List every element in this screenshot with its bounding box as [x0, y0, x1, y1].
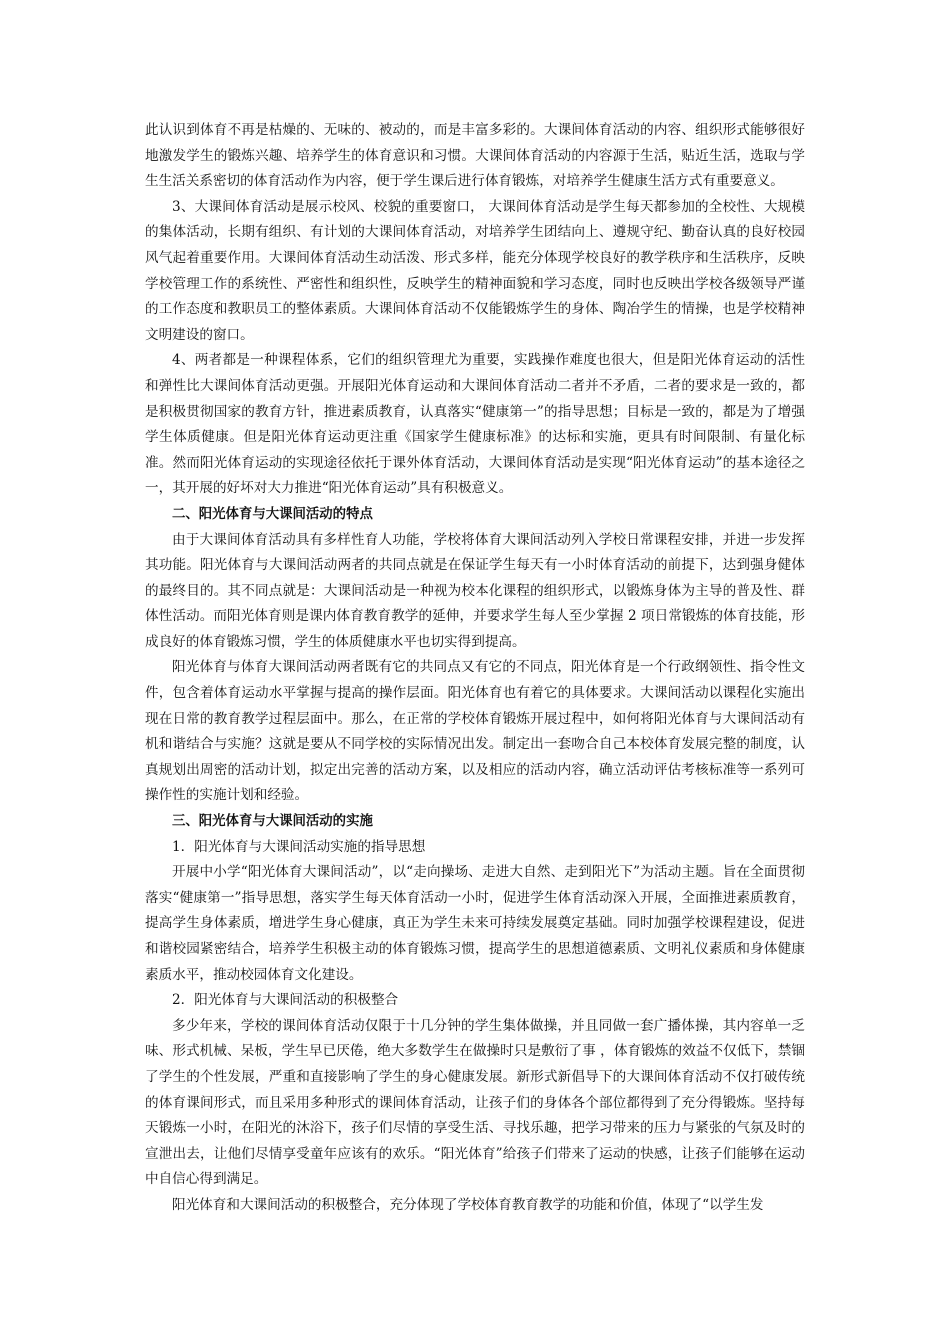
- body-paragraph: 此认识到体育不再是枯燥的、无味的、被动的，而是丰富多彩的。大课间体育活动的内容、组织形式能够很好地激发学生的锻炼兴趣、培养学生的体育意识和习惯。大课间体育活动的内容源于生活，贴近生活，选取与学生生活关系密切的体育活动作为内容，便于学生课后进行体育锻炼，对培养学生健康生活方式有重要意义。: [145, 122, 805, 190]
- body-paragraph: 4、两者都是一种课程体系，它们的组织管理尤为重要，实践操作难度也很大，但是阳光体育运动的活性和弹性比大课间体育活动更强。开展阳光体育运动和大课间体育活动二者并不矛盾，二者的要求是一致的，都是积极贯彻国家的教育方针，推进素质教育，认真落实“健康第一”的指导思想；目标是一致的，都是为了增强学生体质健康。但是阳光体育运动更注重《国家学生健康标准》的达标和实施，更具有时间限制、有量化标准。然而阳光体育运动的实现途径依托于课外体育活动，大课间体育活动是实现“阳光体育运动”的基本途径之一，其开展的好坏对大力推进“阳光体育运动”具有积极意义。: [145, 352, 805, 497]
- body-paragraph: 阳光体育和大课间活动的积极整合，充分体现了学校体育教育教学的功能和价值，体现了“以学生发: [172, 1196, 764, 1213]
- subsection-heading: 1．阳光体育与大课间活动实施的指导思想: [172, 838, 426, 855]
- body-paragraph: 阳光体育与体育大课间活动两者既有它的共同点又有它的不同点，阳光体育是一个行政纲领性、指令性文件，包含着体育运动水平掌握与提高的操作层面。阳光体育也有着它的具体要求。大课间活动以课程化实施出现在日常的教育教学过程层面中。那么，在正常的学校体育锻炼开展过程中，如何将阳光体育与大课间活动有机和谐结合与实施？这就是要从不同学校的实际情况出发。制定出一套吻合自己本校体育发展完整的制度，认真规划出周密的活动计划，拟定出完善的活动方案，以及相应的活动内容，确立活动评估考核标准等一系列可操作性的实施计划和经验。: [145, 659, 805, 804]
- section-heading: 二、阳光体育与大课间活动的特点: [172, 506, 373, 522]
- section-heading: 三、阳光体育与大课间活动的实施: [172, 814, 373, 830]
- subsection-heading: 2．阳光体育与大课间活动的积极整合: [172, 992, 399, 1009]
- body-paragraph: 由于大课间体育活动具有多样性育人功能，学校将体育大课间活动列入学校日常课程安排，并进一步发挥其功能。阳光体育与大课间活动两者的共同点就是在保证学生每天有一小时体育活动的前提下，达到强身健体的最终目的。其不同点就是：大课间活动是一种视为校本化课程的组织形式，以锻炼身体为主导的普及性、群体性活动。而阳光体育则是课内体育教育教学的延伸，并要求学生每人至少掌握 2 项日常锻炼的体育技能，形成良好的体育锻炼习惯，学生的体质健康水平也切实得到提高。: [145, 531, 805, 650]
- body-paragraph: 3、大课间体育活动是展示校风、校貌的重要窗口， 大课间体育活动是学生每天都参加的全校性、大规模的集体活动，长期有组织、有计划的大课间体育活动，对培养学生团结向上、遵规守纪、勤奋认真的良好校园风气起着重要作用。大课间体育活动生动活泼、形式多样，能充分体现学校良好的教学秩序和生活秩序，反映学校管理工作的系统性、严密性和组织性，反映学生的精神面貌和学习态度，同时也反映出学校各级领导严谨的工作态度和教职员工的整体素质。大课间体育活动不仅能锻炼学生的身体、陶冶学生的情操，也是学校精神文明建设的窗口。: [145, 198, 805, 343]
- body-paragraph: 多少年来，学校的课间体育活动仅限于十几分钟的学生集体做操，并且同做一套广播体操，其内容单一乏味、形式机械、呆板，学生早已厌倦，绝大多数学生在做操时只是敷衍了事 ，体育锻炼的效益不仅低下，禁锢了学生的个性发展，严重和直接影响了学生的身心健康发展。新形式新倡导下的大课间体育活动不仅打破传统的体育课间形式，而且采用多种形式的课间体育活动，让孩子们的身体各个部位都得到了充分得锻炼。坚持每天锻炼一小时，在阳光的沐浴下，孩子们尽情的享受生活、寻找乐趣，把学习带来的压力与紧张的气氛及时的宣泄出去，让他们尽情享受童年应该有的欢乐。“阳光体育”给孩子们带来了运动的快感，让孩子们能够在运动中自信心得到满足。: [145, 1017, 805, 1188]
- body-paragraph: 开展中小学“阳光体育大课间活动”，以“走向操场、走进大自然、走到阳光下”为活动主题。旨在全面贯彻落实“健康第一”指导思想，落实学生每天体育活动一小时，促进学生体育活动深入开展，全面推进素质教育，提高学生身体素质，增进学生身心健康，真正为学生未来可持续发展奠定基础。同时加强学校课程建设，促进和谐校园紧密结合，培养学生积极主动的体育锻炼习惯，提高学生的思想道德素质、文明礼仪素质和身体健康素质水平，推动校园体育文化建设。: [145, 864, 805, 983]
